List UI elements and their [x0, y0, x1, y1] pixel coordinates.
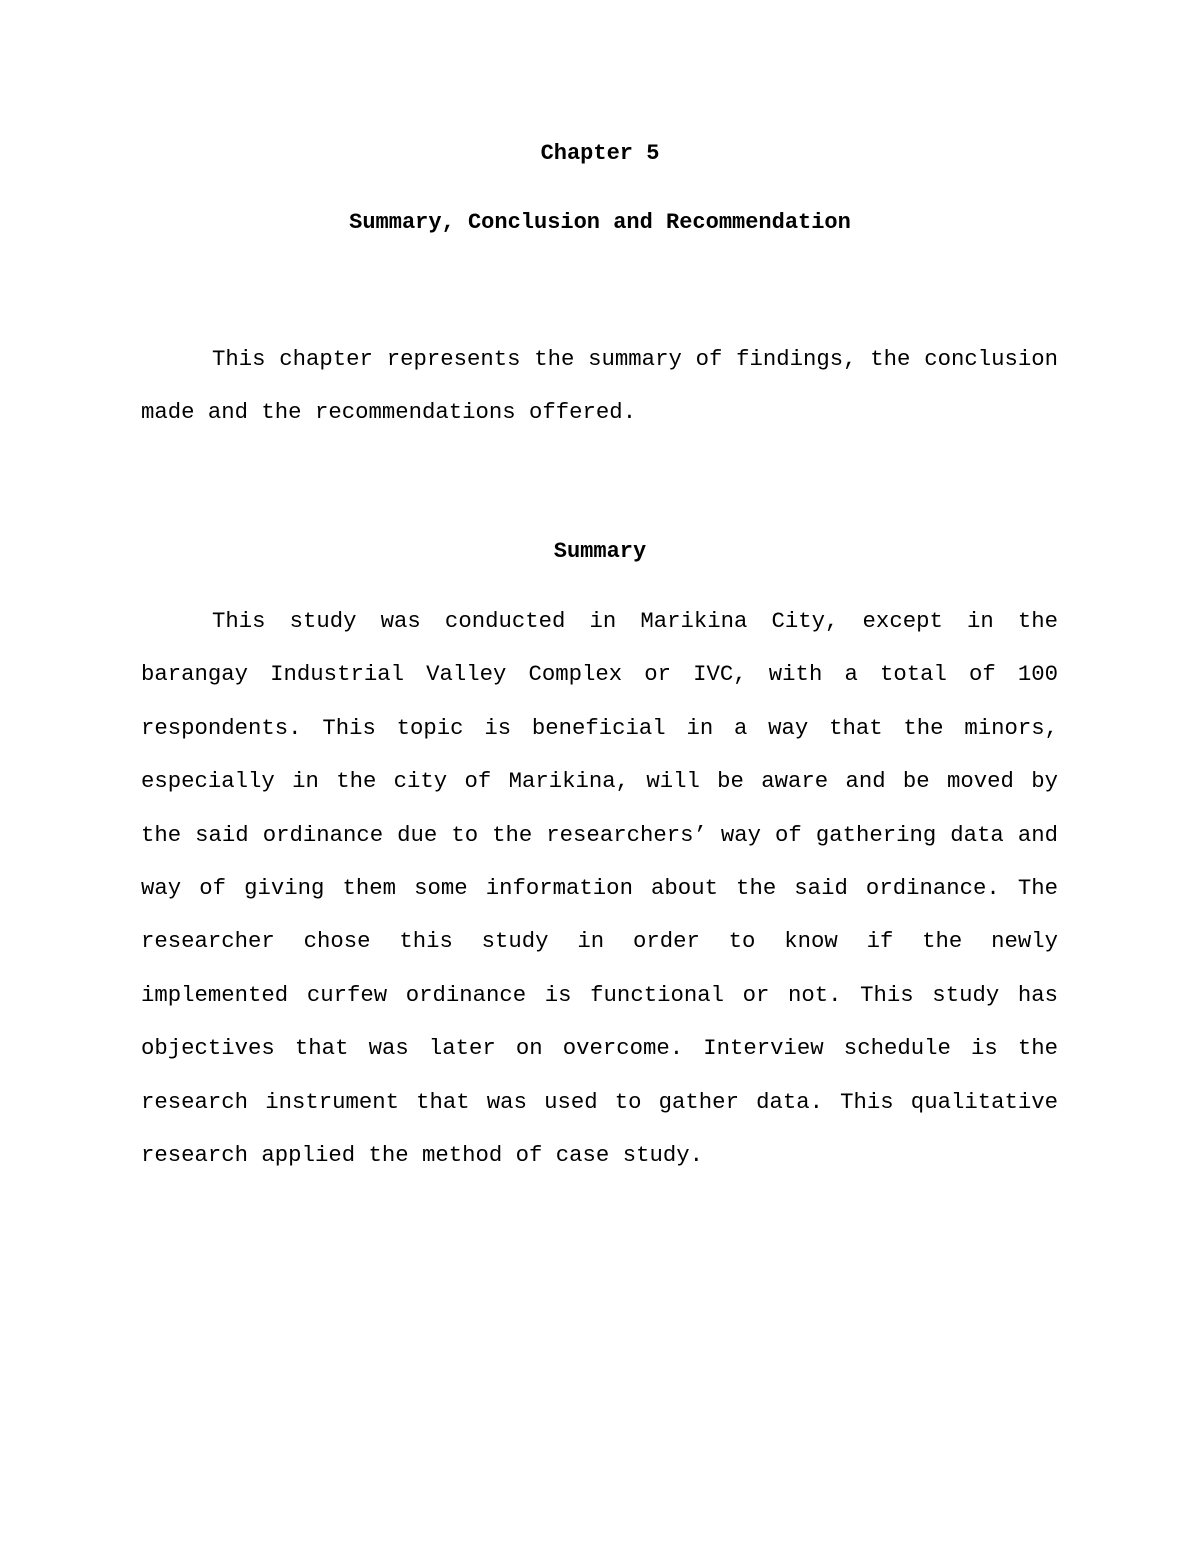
intro-paragraph: This chapter represents the summary of findings, the conclusion made and the recommendations offered.: [141, 346, 1058, 426]
summary-heading: Summary: [553, 539, 647, 564]
summary-paragraph: This study was conducted in Marikina City, except in the barangay Industrial Valley Complex or IVC, with a total of 100 respondents. This topic is beneficial in a way that the minors, especially in the city of Marikina, will be aware and be moved by the said ordinance due to the researchers’ way of gathering data and way of giving them some information about the said ordinance. The researcher chose this study in order to know if the newly implemented curfew ordinance is functional or not. This study has objectives that was later on overcome. Interview schedule is the research instrument that was used to gather data. This qualitative research applied the method of case study.: [141, 608, 1058, 1169]
chapter-title: Chapter 5: [540, 141, 660, 166]
chapter-subtitle: Summary, Conclusion and Recommendation: [349, 210, 851, 235]
